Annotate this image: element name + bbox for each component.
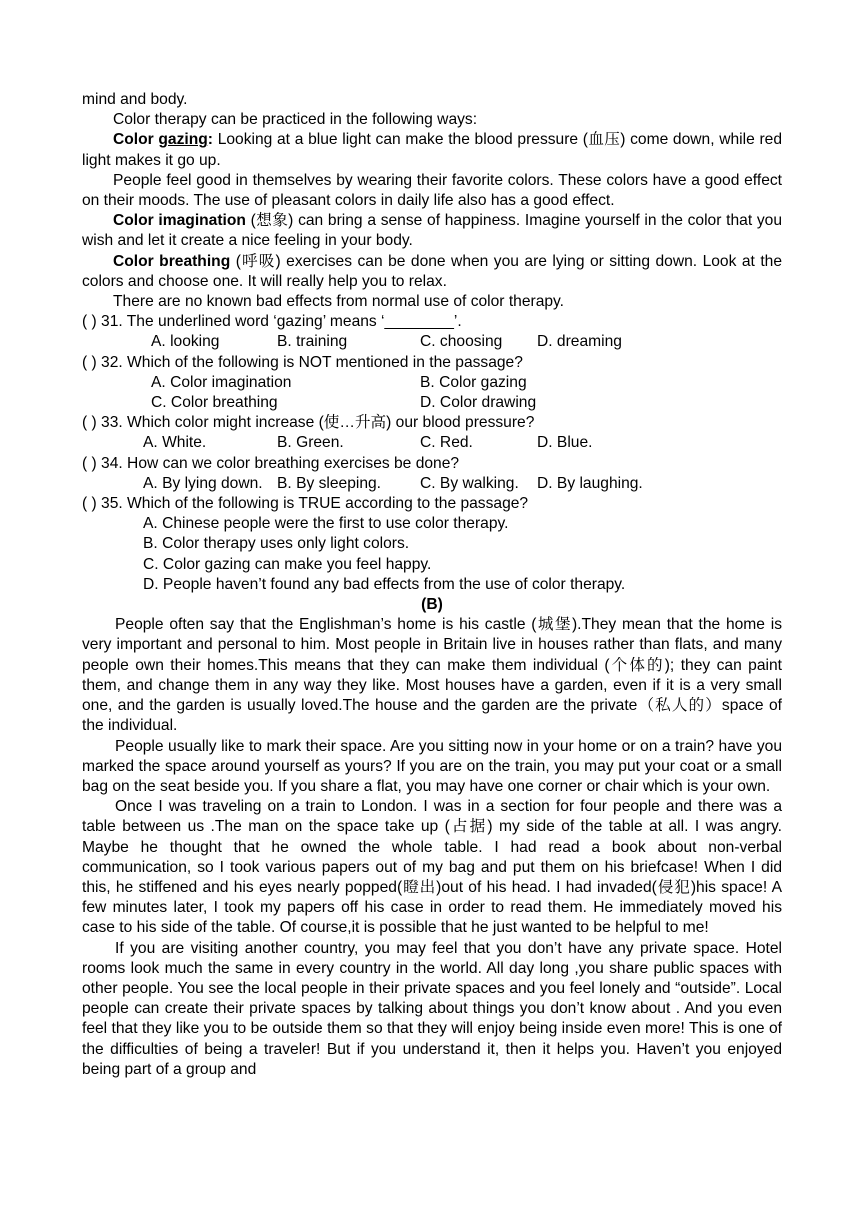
option-a: A. White. xyxy=(143,434,207,452)
ways-line: Color therapy can be practiced in the following ways: xyxy=(113,111,478,129)
passage-b-paragraph-1: People often say that the Englishman’s home is his castle (城堡).They mean that the home is very important and personal to him. Most people in Britain live in houses rather than flats, and many people own their homes.This means that they can make them individual (个体的); they can paint them, and change them in any way they like. Most houses have a garden, even if it is a very small one, and the garden is usually loved.The house and the garden are the private（私人的）space of the individual. xyxy=(82,616,782,735)
option-a: A. Color imagination xyxy=(151,373,292,391)
question-34 xyxy=(82,454,782,494)
option-a: A. looking xyxy=(151,333,220,351)
options-row xyxy=(82,393,782,413)
passage-b-paragraph-4: If you are visiting another country, you may feel that you don’t have any private space. Hotel rooms look much the same in every country in the world. All day long ,you share public spaces with other people. You see the local people in their private spaces and you feel lonely and “outside”. Local people can create their private spaces by talking about things you don’t know about . And you even feel that they like you to be outside them so that they will enjoy being inside even more! This is one of the difficulties of being a traveler! But if you understand it, then it helps you. Haven’t you enjoyed being part of a group and xyxy=(82,939,782,1078)
option-d: D. dreaming xyxy=(537,333,622,351)
option-c: C. Color breathing xyxy=(151,394,278,412)
option-c: C. By walking. xyxy=(420,474,519,492)
question-stem: ( ) 33. Which color might increase (使…升高) our blood pressure? xyxy=(82,414,535,432)
option-d: D. People haven’t found any bad effects from the use of color therapy. xyxy=(143,575,626,593)
gazing-underlined-word: gazing xyxy=(158,131,208,149)
question-stem: ( ) 35. Which of the following is TRUE according to the passage? xyxy=(82,495,529,513)
intro-line: mind and body. xyxy=(82,91,188,108)
color-imagination-label: Color imagination xyxy=(113,212,246,230)
options-row xyxy=(82,373,782,393)
options-row xyxy=(82,433,782,453)
option-b: B. training xyxy=(277,333,348,351)
option-d: D. Blue. xyxy=(537,434,593,452)
passage-b-paragraph-3: Once I was traveling on a train to London. I was in a section for four people and there was a table between us .The man on the space take up (占据) my side of the table at all. I was angry. Maybe he thought that he owned the whole table. I had read a book about non-verbal communication, so I took various papers out of my bag and put them on his briefcase! When I did this, he stiffened and his eyes nearly popped(瞪出)out of his head. I had invaded(侵犯)his space! A few minutes later, I took my papers off his case in order to read them. He immediately moved his case to his side of the table. Of course,it is possible that he just wanted to be helpful to me! xyxy=(82,798,782,937)
color-imagination-paragraph xyxy=(82,211,782,251)
option-d: D. By laughing. xyxy=(537,474,643,492)
question-stem: ( ) 34. How can we color breathing exercises be done? xyxy=(82,454,460,472)
option-b: B. Green. xyxy=(277,434,344,452)
color-breathing-paragraph xyxy=(82,252,782,292)
option-b: B. By sleeping. xyxy=(277,474,382,492)
question-31 xyxy=(82,312,782,352)
no-bad-effects-line: There are no known bad effects from normal use of color therapy. xyxy=(113,293,565,311)
passage-b-paragraph-2: People usually like to mark their space. Are you sitting now in your home or on a train? have you marked the space around yourself as yours? If you are on the train, you may put your coat or a small bag on the seat beside you. If you share a flat, you may have one corner or chair which is your own. xyxy=(82,737,782,795)
question-stem: ( ) 32. Which of the following is NOT mentioned in the passage? xyxy=(82,353,523,371)
wearing-colors-paragraph: People feel good in themselves by wearing their favorite colors. These colors have a good effect on their moods. The use of pleasant colors in daily life also has a good effect. xyxy=(82,171,782,210)
color-breathing-label: Color breathing xyxy=(113,252,231,270)
question-33 xyxy=(82,413,782,453)
color-gazing-text: Looking at a blue light can make the blood pressure (血压) come down, while red light makes it go up. xyxy=(82,131,782,169)
option-b: B. Color gazing xyxy=(420,373,527,391)
question-32 xyxy=(82,353,782,414)
color-imagination-text: (想象) can bring a sense of happiness. Imagine yourself in the color that you wish and let it create a nice feeling in your body. xyxy=(82,212,783,250)
option-d: D. Color drawing xyxy=(420,394,537,412)
option-a: A. Chinese people were the first to use color therapy. xyxy=(143,515,509,533)
option-c: C. Red. xyxy=(420,434,473,452)
document-page xyxy=(82,90,782,1080)
options-row xyxy=(82,332,782,352)
option-b: B. Color therapy uses only light colors. xyxy=(143,535,410,553)
option-a: A. By lying down. xyxy=(143,474,263,492)
options-row xyxy=(82,474,782,494)
color-gazing-label: Color gazing: xyxy=(113,131,213,149)
question-35 xyxy=(82,494,782,595)
option-c: C. choosing xyxy=(420,333,503,351)
section-b-heading: (B) xyxy=(421,596,443,614)
color-gazing-paragraph xyxy=(82,130,782,170)
color-breathing-text: (呼吸) exercises can be done when you are lying or sitting down. Look at the colors and choose one. It will really help you to relax. xyxy=(82,252,782,290)
option-c: C. Color gazing can make you feel happy. xyxy=(143,555,432,573)
question-stem: ( ) 31. The underlined word ‘gazing’ means ‘________’. xyxy=(82,313,462,331)
